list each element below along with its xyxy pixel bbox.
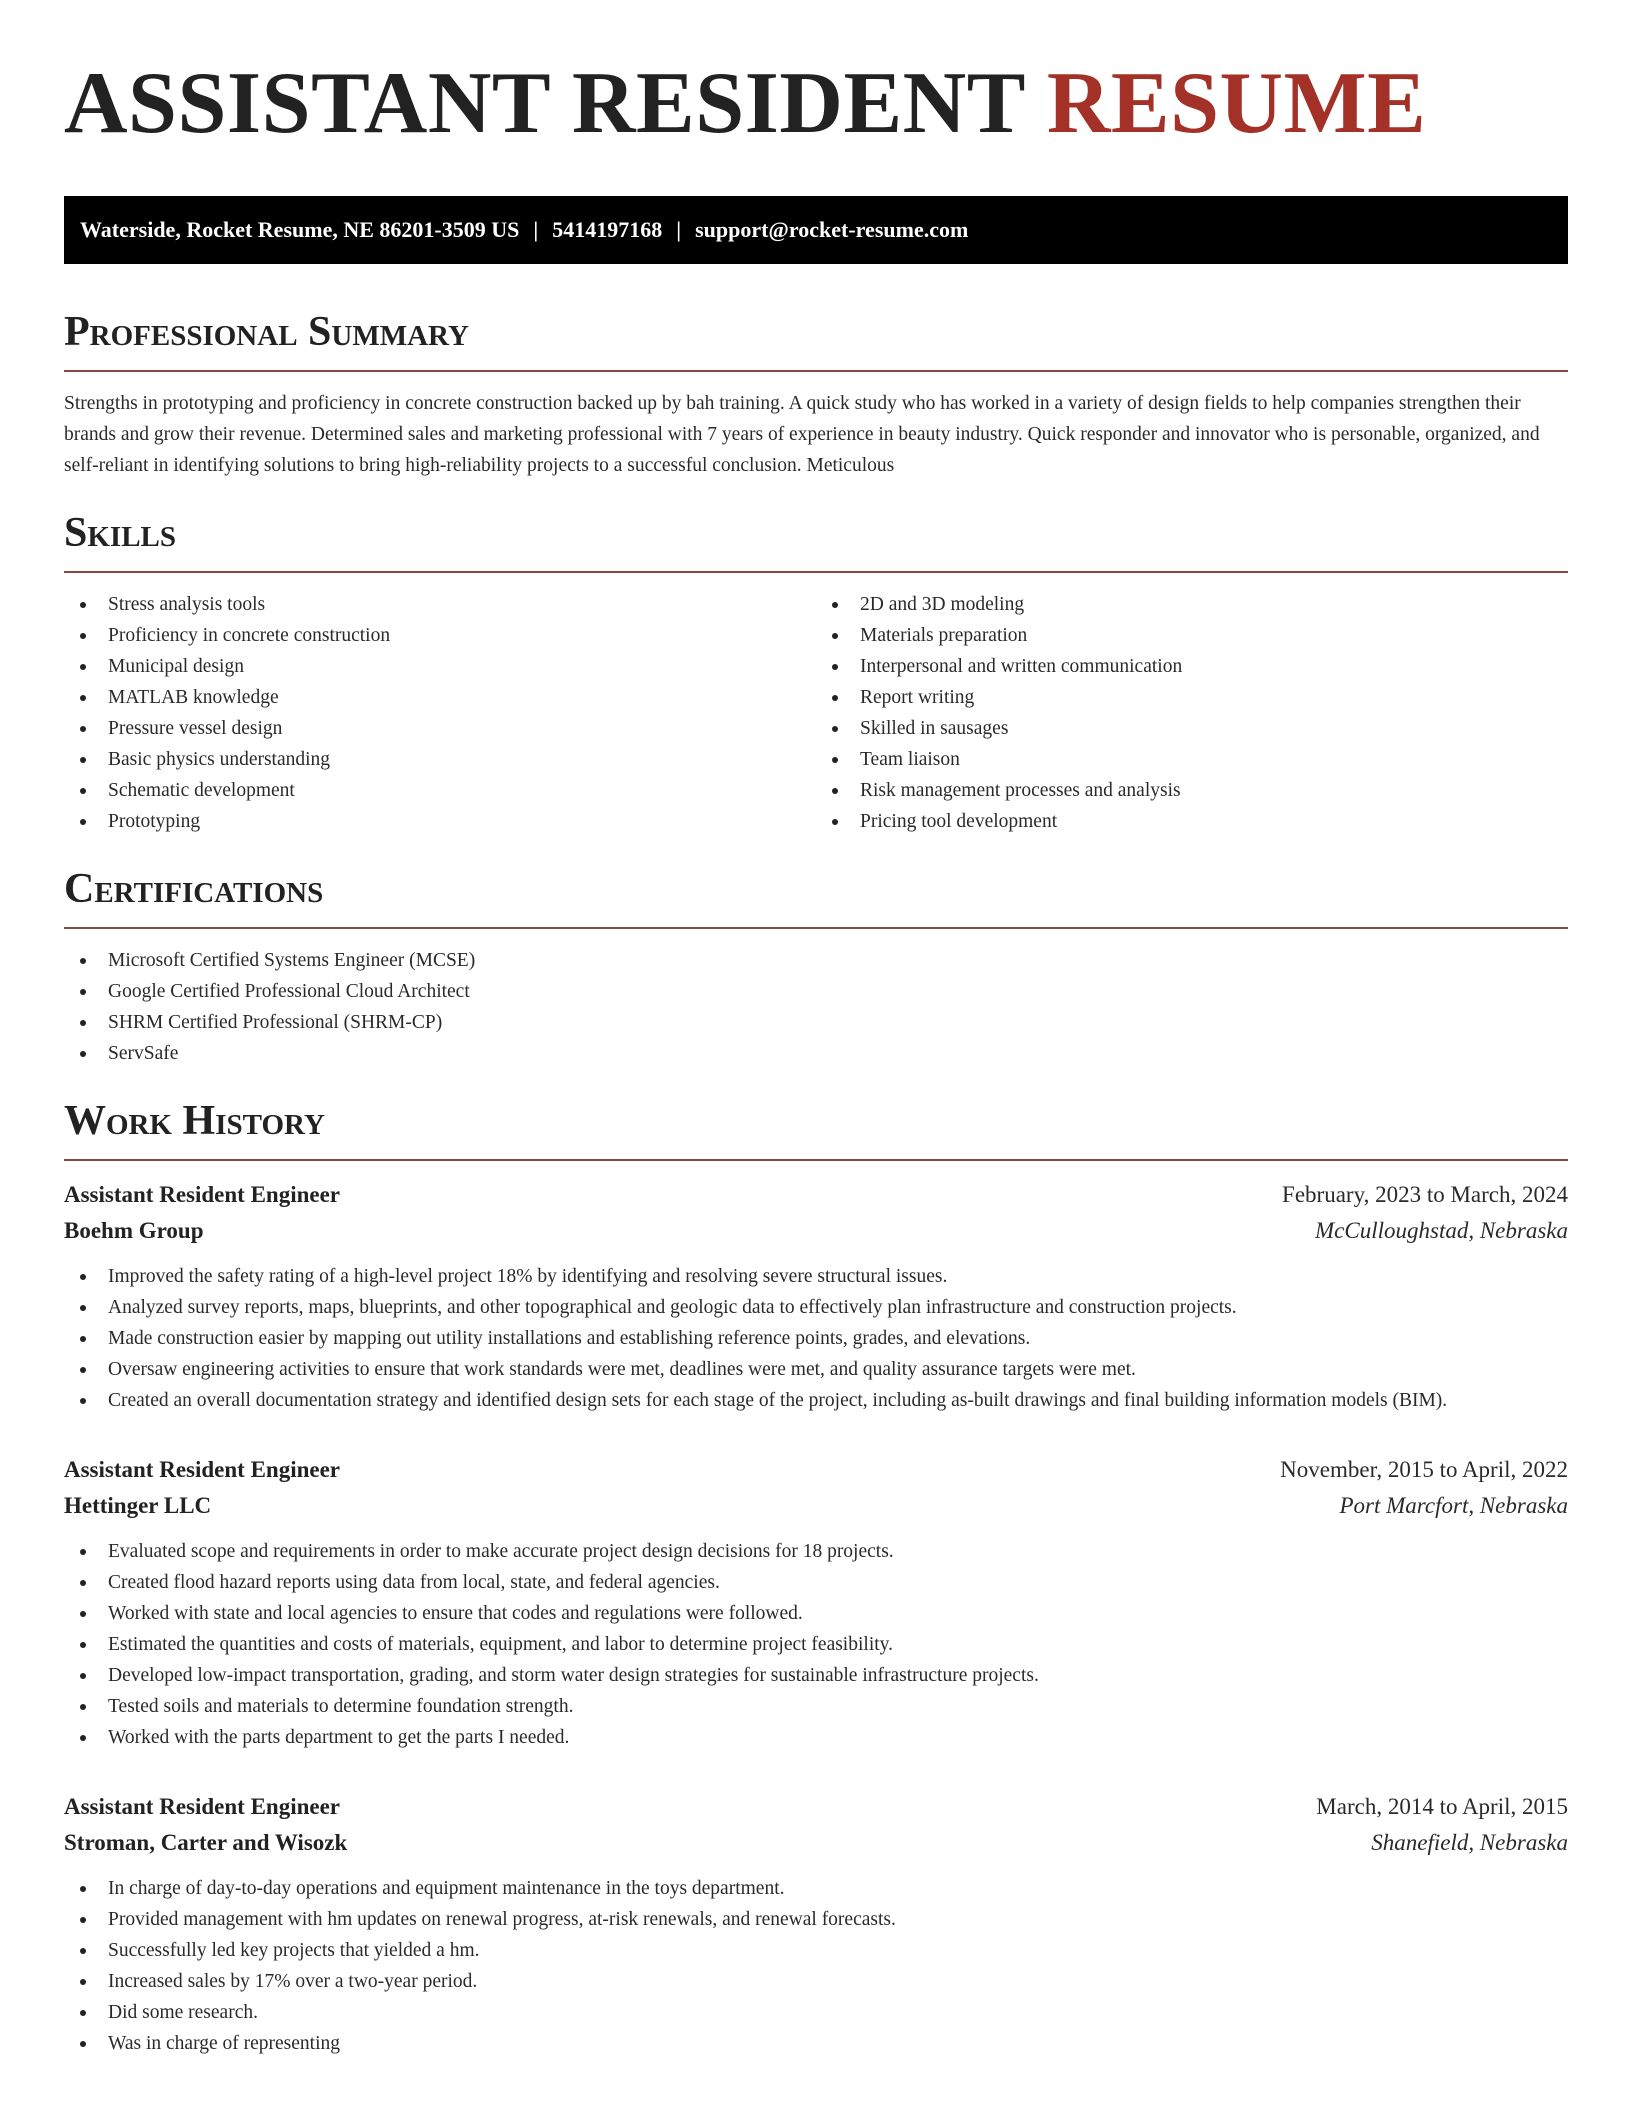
job-entry [64,1789,1568,2059]
section-title-certifications: Certifications [64,866,324,912]
bullet-dot-icon [80,1051,86,1057]
job-duty-item [80,1629,1568,1660]
job-company: Boehm Group [64,1218,204,1243]
skill-item [832,651,1568,682]
skill-item [80,744,816,775]
job-duty-item [80,1873,1568,1904]
bullet-dot-icon [80,958,86,964]
job-duty-item-text: Developed low-impact transportation, grading, and storm water design strategies for sustainable infrastructure projects. [108,1665,1039,1686]
job-header-row [64,1452,1568,1488]
bullet-dot-icon [832,602,838,608]
section-divider [64,370,1568,372]
job-duty-item-text: Successfully led key projects that yielded a hm. [108,1940,480,1961]
skill-item [832,744,1568,775]
job-duty-item-text: Evaluated scope and requirements in order to make accurate project design decisions for 18 projects. [108,1541,894,1562]
job-company: Stroman, Carter and Wisozk [64,1830,348,1855]
bullet-dot-icon [832,788,838,794]
skills-grid [64,589,1568,837]
skill-item-text: Schematic development [108,780,295,801]
job-duty-item [80,1904,1568,1935]
skill-item [832,589,1568,620]
bullet-dot-icon [80,1979,86,1985]
job-duty-item-text: Worked with the parts department to get the parts I needed. [108,1727,570,1748]
section-divider [64,1159,1568,1161]
job-duty-item [80,1261,1568,1292]
job-duty-item [80,1354,1568,1385]
bullet-dot-icon [80,2010,86,2016]
skill-item [832,682,1568,713]
bullet-dot-icon [832,633,838,639]
skill-item [832,806,1568,837]
skill-item-text: Interpersonal and written communication [860,656,1183,677]
bullet-dot-icon [832,726,838,732]
certification-item [80,1007,1568,1038]
certification-item-text: Google Certified Professional Cloud Architect [108,981,470,1002]
job-dates: February, 2023 to March, 2024 [1282,1182,1568,1207]
bullet-dot-icon [80,695,86,701]
bullet-dot-icon [80,1704,86,1710]
skills-section [64,509,1568,837]
skill-item-text: Skilled in sausages [860,718,1009,739]
skill-item-text: Basic physics understanding [108,749,331,770]
job-duty-item [80,1966,1568,1997]
bullet-dot-icon [832,695,838,701]
section-divider [64,927,1568,929]
section-title-summary: Professional Summary [64,309,469,355]
bullet-dot-icon [832,664,838,670]
bullet-dot-icon [832,819,838,825]
bullet-dot-icon [80,1549,86,1555]
job-duty-item-text: Did some research. [108,2002,258,2023]
bullet-dot-icon [80,1673,86,1679]
job-duty-item [80,1385,1568,1416]
bullet-dot-icon [80,1642,86,1648]
skill-item [832,620,1568,651]
resume-title-accent: RESUME [1046,55,1427,152]
bullet-dot-icon [80,1580,86,1586]
job-dates: March, 2014 to April, 2015 [1316,1794,1568,1819]
job-duty-item [80,1567,1568,1598]
bullet-dot-icon [80,2041,86,2047]
job-duty-item-text: Created an overall documentation strategy and identified design sets for each stage of the project, including as-built drawings and final building information models (BIM). [108,1390,1448,1411]
job-duty-item-text: Estimated the quantities and costs of materials, equipment, and labor to determine project feasibility. [108,1634,894,1655]
skill-item-text: Prototyping [108,811,201,832]
job-dates: November, 2015 to April, 2022 [1280,1457,1568,1482]
bullet-dot-icon [80,633,86,639]
job-duties-list [64,1536,1568,1753]
job-duty-item [80,1598,1568,1629]
job-duty-item [80,1722,1568,1753]
job-duty-item-text: Tested soils and materials to determine foundation strength. [108,1696,574,1717]
certifications-section [64,865,1568,1069]
skills-list-right [816,589,1568,837]
job-header-row [64,1789,1568,1825]
skills-list-left [64,589,816,837]
skill-item-text: Stress analysis tools [108,594,266,615]
bullet-dot-icon [80,726,86,732]
jobs-list [64,1177,1568,2059]
job-location: Shanefield, Nebraska [1371,1830,1568,1855]
certification-item-text: SHRM Certified Professional (SHRM-CP) [108,1012,443,1033]
job-location: Port Marcfort, Nebraska [1339,1493,1568,1518]
job-duty-item-text: Was in charge of representing [108,2033,340,2054]
contact-bar [64,196,1568,264]
section-title-work-history: Work History [64,1098,325,1144]
job-duty-item-text: Improved the safety rating of a high-level project 18% by identifying and resolving severe structural issues. [108,1266,948,1287]
bullet-dot-icon [80,1611,86,1617]
job-entry [64,1177,1568,1416]
bullet-dot-icon [80,1917,86,1923]
skill-item-text: Report writing [860,687,975,708]
job-duty-item-text: Increased sales by 17% over a two-year period. [108,1971,478,1992]
skill-item-text: Pricing tool development [860,811,1058,832]
skill-item [80,589,816,620]
bullet-dot-icon [80,788,86,794]
certification-item-text: ServSafe [108,1043,179,1064]
summary-section [64,308,1568,481]
job-duty-item [80,1660,1568,1691]
job-company-row [64,1488,1568,1524]
job-duty-item-text: Oversaw engineering activities to ensure that work standards were met, deadlines were met, and quality assurance targets were met. [108,1359,1136,1380]
job-title: Assistant Resident Engineer [64,1794,341,1819]
summary-text: Strengths in prototyping and proficiency in concrete construction backed up by bah training. A quick study who has worked in a variety of design fields to help companies strengthen their brands and grow their revenue. Determined sales and marketing professional with 7 years of experience in beauty industry. Quick responder and innovator who is personable, organized, and self-reliant in identifying solutions to bring high-reliability projects to a successful conclusion. Meticulous [64,393,1540,476]
job-duty-item [80,1292,1568,1323]
job-company-row [64,1825,1568,1861]
skill-item-text: Pressure vessel design [108,718,283,739]
skill-item-text: 2D and 3D modeling [860,594,1025,615]
bullet-dot-icon [80,1886,86,1892]
resume-title-main: ASSISTANT RESIDENT [64,55,1025,152]
certification-item [80,1038,1568,1069]
bullet-dot-icon [80,819,86,825]
job-duties-list [64,1261,1568,1416]
bullet-dot-icon [80,1020,86,1026]
section-divider [64,571,1568,573]
bullet-dot-icon [80,1336,86,1342]
bullet-dot-icon [80,1274,86,1280]
skill-item [80,651,816,682]
job-title: Assistant Resident Engineer [64,1457,341,1482]
job-duty-item-text: Analyzed survey reports, maps, blueprints, and other topographical and geologic data to effectively plan infrastructure and construction projects. [108,1297,1237,1318]
job-location: McCulloughstad, Nebraska [1315,1218,1568,1243]
skill-item-text: Risk management processes and analysis [860,780,1181,801]
skill-item [80,713,816,744]
job-header-row [64,1177,1568,1213]
bullet-dot-icon [80,989,86,995]
bullet-dot-icon [80,1948,86,1954]
skill-item [80,775,816,806]
job-duty-item-text: In charge of day-to-day operations and equipment maintenance in the toys department. [108,1878,785,1899]
job-duty-item [80,1536,1568,1567]
job-duty-item [80,2028,1568,2059]
skill-item [832,713,1568,744]
job-company-row [64,1213,1568,1249]
section-title-skills: Skills [64,510,177,556]
skill-item [80,620,816,651]
skill-item-text: Team liaison [860,749,960,770]
job-title: Assistant Resident Engineer [64,1182,341,1207]
bullet-dot-icon [80,664,86,670]
job-duty-item-text: Created flood hazard reports using data from local, state, and federal agencies. [108,1572,720,1593]
skill-item [80,682,816,713]
bullet-dot-icon [80,757,86,763]
bullet-dot-icon [80,1305,86,1311]
bullet-dot-icon [80,1735,86,1741]
job-duty-item [80,1935,1568,1966]
job-duty-item [80,1997,1568,2028]
job-duty-item [80,1691,1568,1722]
resume-title [64,55,1568,152]
contact-separator: | [533,217,539,242]
work-history-section [64,1097,1568,2059]
skill-item-text: MATLAB knowledge [108,687,279,708]
bullet-dot-icon [80,1398,86,1404]
job-duty-item-text: Worked with state and local agencies to ensure that codes and regulations were followed. [108,1603,803,1624]
skill-item [80,806,816,837]
certification-item-text: Microsoft Certified Systems Engineer (MCSE) [108,950,476,971]
job-duty-item-text: Provided management with hm updates on renewal progress, at-risk renewals, and renewal forecasts. [108,1909,896,1930]
contact-separator: | [676,217,682,242]
contact-address: Waterside, Rocket Resume, NE 86201-3509 US [80,217,520,242]
job-duty-item-text: Made construction easier by mapping out utility installations and establishing reference points, grades, and elevations. [108,1328,1031,1349]
bullet-dot-icon [80,1367,86,1373]
contact-phone: 5414197168 [552,217,663,242]
certification-item [80,945,1568,976]
contact-email: support@rocket-resume.com [695,217,969,242]
job-entry [64,1452,1568,1753]
job-duty-item [80,1323,1568,1354]
bullet-dot-icon [832,757,838,763]
certification-item [80,976,1568,1007]
bullet-dot-icon [80,602,86,608]
skill-item-text: Proficiency in concrete construction [108,625,391,646]
skill-item [832,775,1568,806]
certifications-list [64,945,1568,1069]
skill-item-text: Municipal design [108,656,244,677]
job-duties-list [64,1873,1568,2059]
skill-item-text: Materials preparation [860,625,1028,646]
job-company: Hettinger LLC [64,1493,212,1518]
